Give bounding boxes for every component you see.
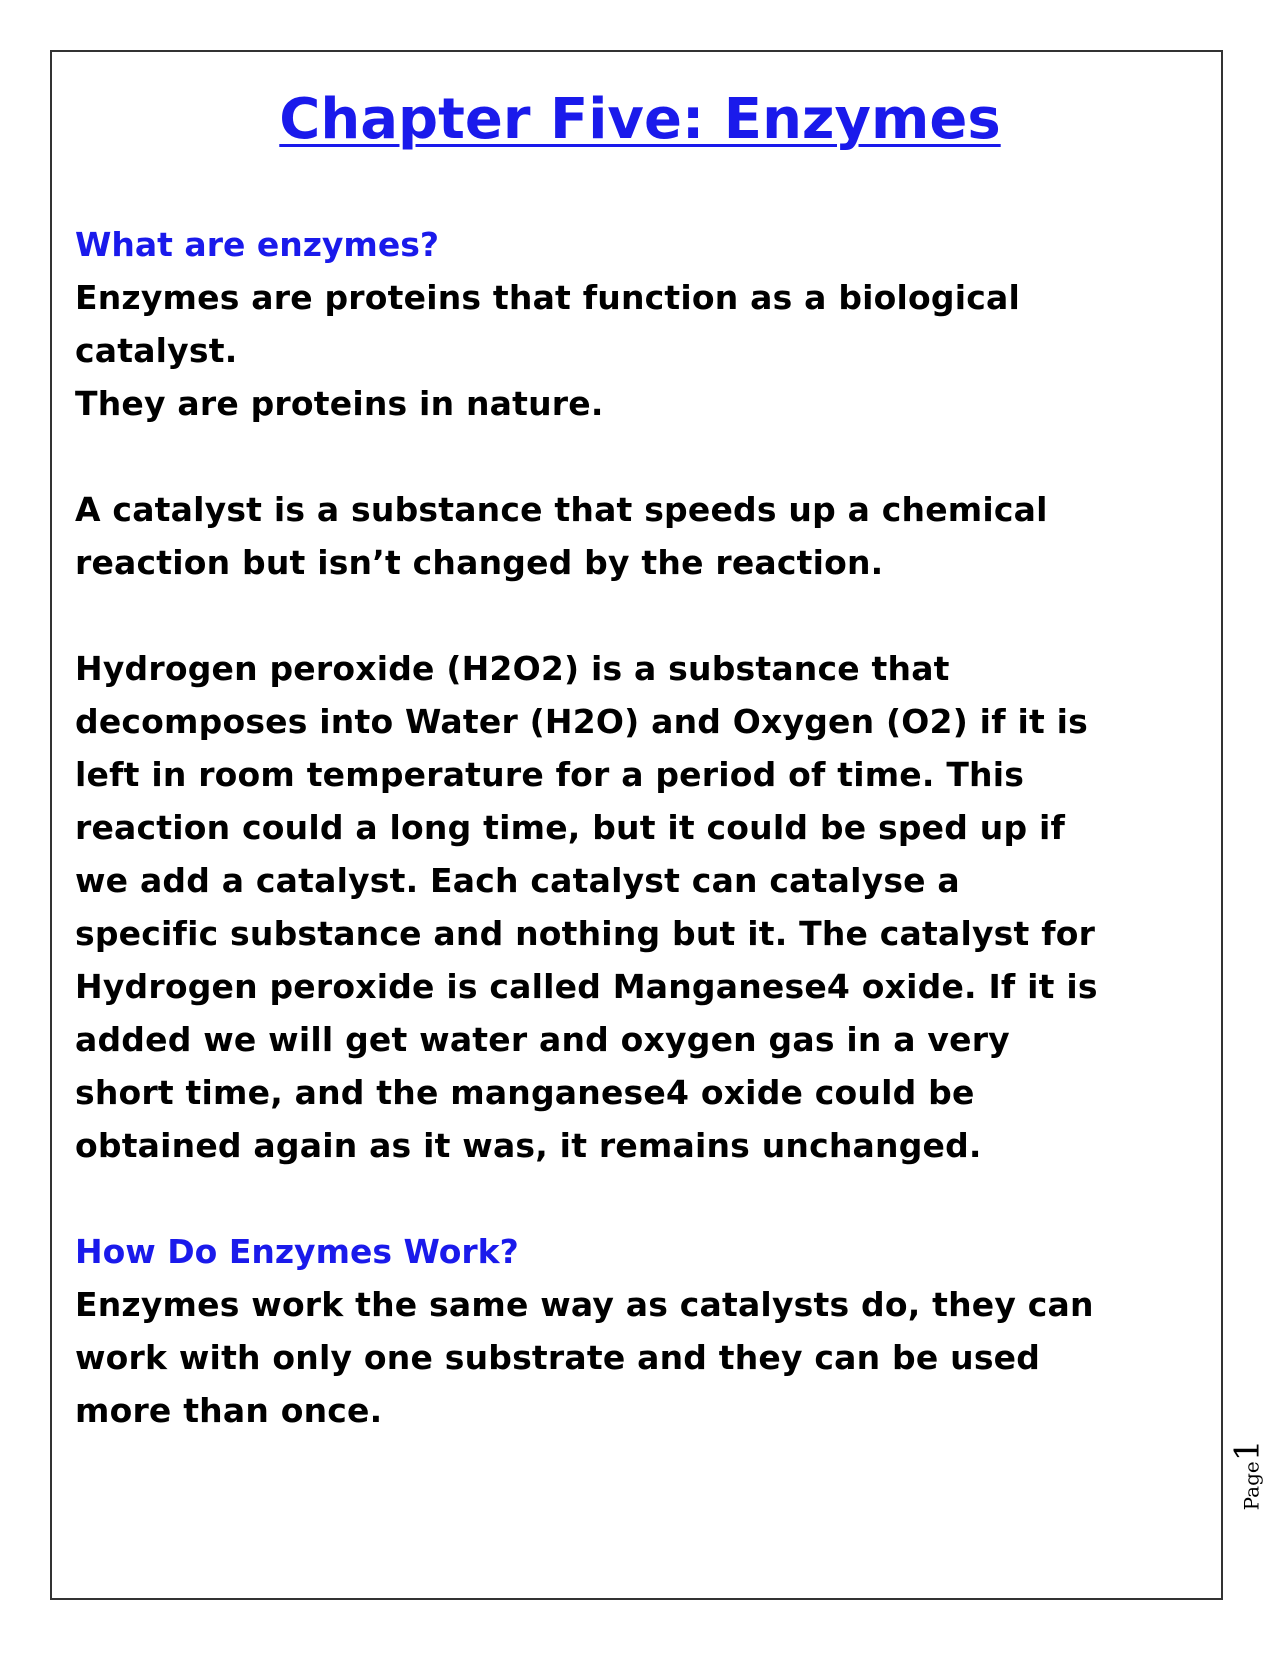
section-heading: What are enzymes?	[75, 225, 439, 264]
section-heading: How Do Enzymes Work?	[75, 1232, 519, 1271]
paragraph-line: specific substance and nothing but it. The catalyst for	[75, 914, 1096, 953]
paragraph-line: added we will get water and oxygen gas in a very	[75, 1020, 1010, 1059]
paragraph-line: reaction but isn’t changed by the reaction.	[75, 543, 884, 582]
paragraph-line: obtained again as it was, it remains unchanged.	[75, 1126, 982, 1165]
paragraph-line: Enzymes work the same way as catalysts do, they can	[75, 1285, 1094, 1324]
paragraph-line: work with only one substrate and they can be used	[75, 1338, 1041, 1377]
paragraph-line: we add a catalyst. Each catalyst can catalyse a	[75, 861, 960, 900]
section-how-enzymes-work	[75, 1225, 1215, 1437]
section-what-are-enzymes	[75, 218, 1215, 430]
page-number-footer	[1227, 1439, 1268, 1511]
paragraph-line: A catalyst is a substance that speeds up a chemical	[75, 490, 1048, 529]
paragraph-line: They are proteins in nature.	[75, 384, 604, 423]
page-label: Page	[1239, 1461, 1264, 1511]
paragraph-spacer	[75, 589, 1215, 642]
section-catalyst-definition	[75, 483, 1215, 589]
paragraph-line: more than once.	[75, 1391, 383, 1430]
section-hydrogen-peroxide	[75, 642, 1215, 1172]
paragraph-line: decomposes into Water (H2O) and Oxygen (O2) if it is	[75, 702, 1088, 741]
paragraph-line: Enzymes are proteins that function as a biological	[75, 278, 1020, 317]
paragraph-line: short time, and the manganese4 oxide could be	[75, 1073, 975, 1112]
paragraph-line: catalyst.	[75, 331, 238, 370]
paragraph-spacer	[75, 1172, 1215, 1225]
page-number: 1	[1227, 1439, 1268, 1462]
paragraph-spacer	[75, 430, 1215, 483]
paragraph-line: Hydrogen peroxide is called Manganese4 oxide. If it is	[75, 967, 1098, 1006]
paragraph-line: Hydrogen peroxide (H2O2) is a substance that	[75, 649, 950, 688]
paragraph-line: reaction could a long time, but it could be sped up if	[75, 808, 1066, 847]
chapter-title: Chapter Five: Enzymes	[279, 87, 1001, 152]
document-body	[75, 218, 1215, 1437]
paragraph-line: left in room temperature for a period of time. This	[75, 755, 1025, 794]
